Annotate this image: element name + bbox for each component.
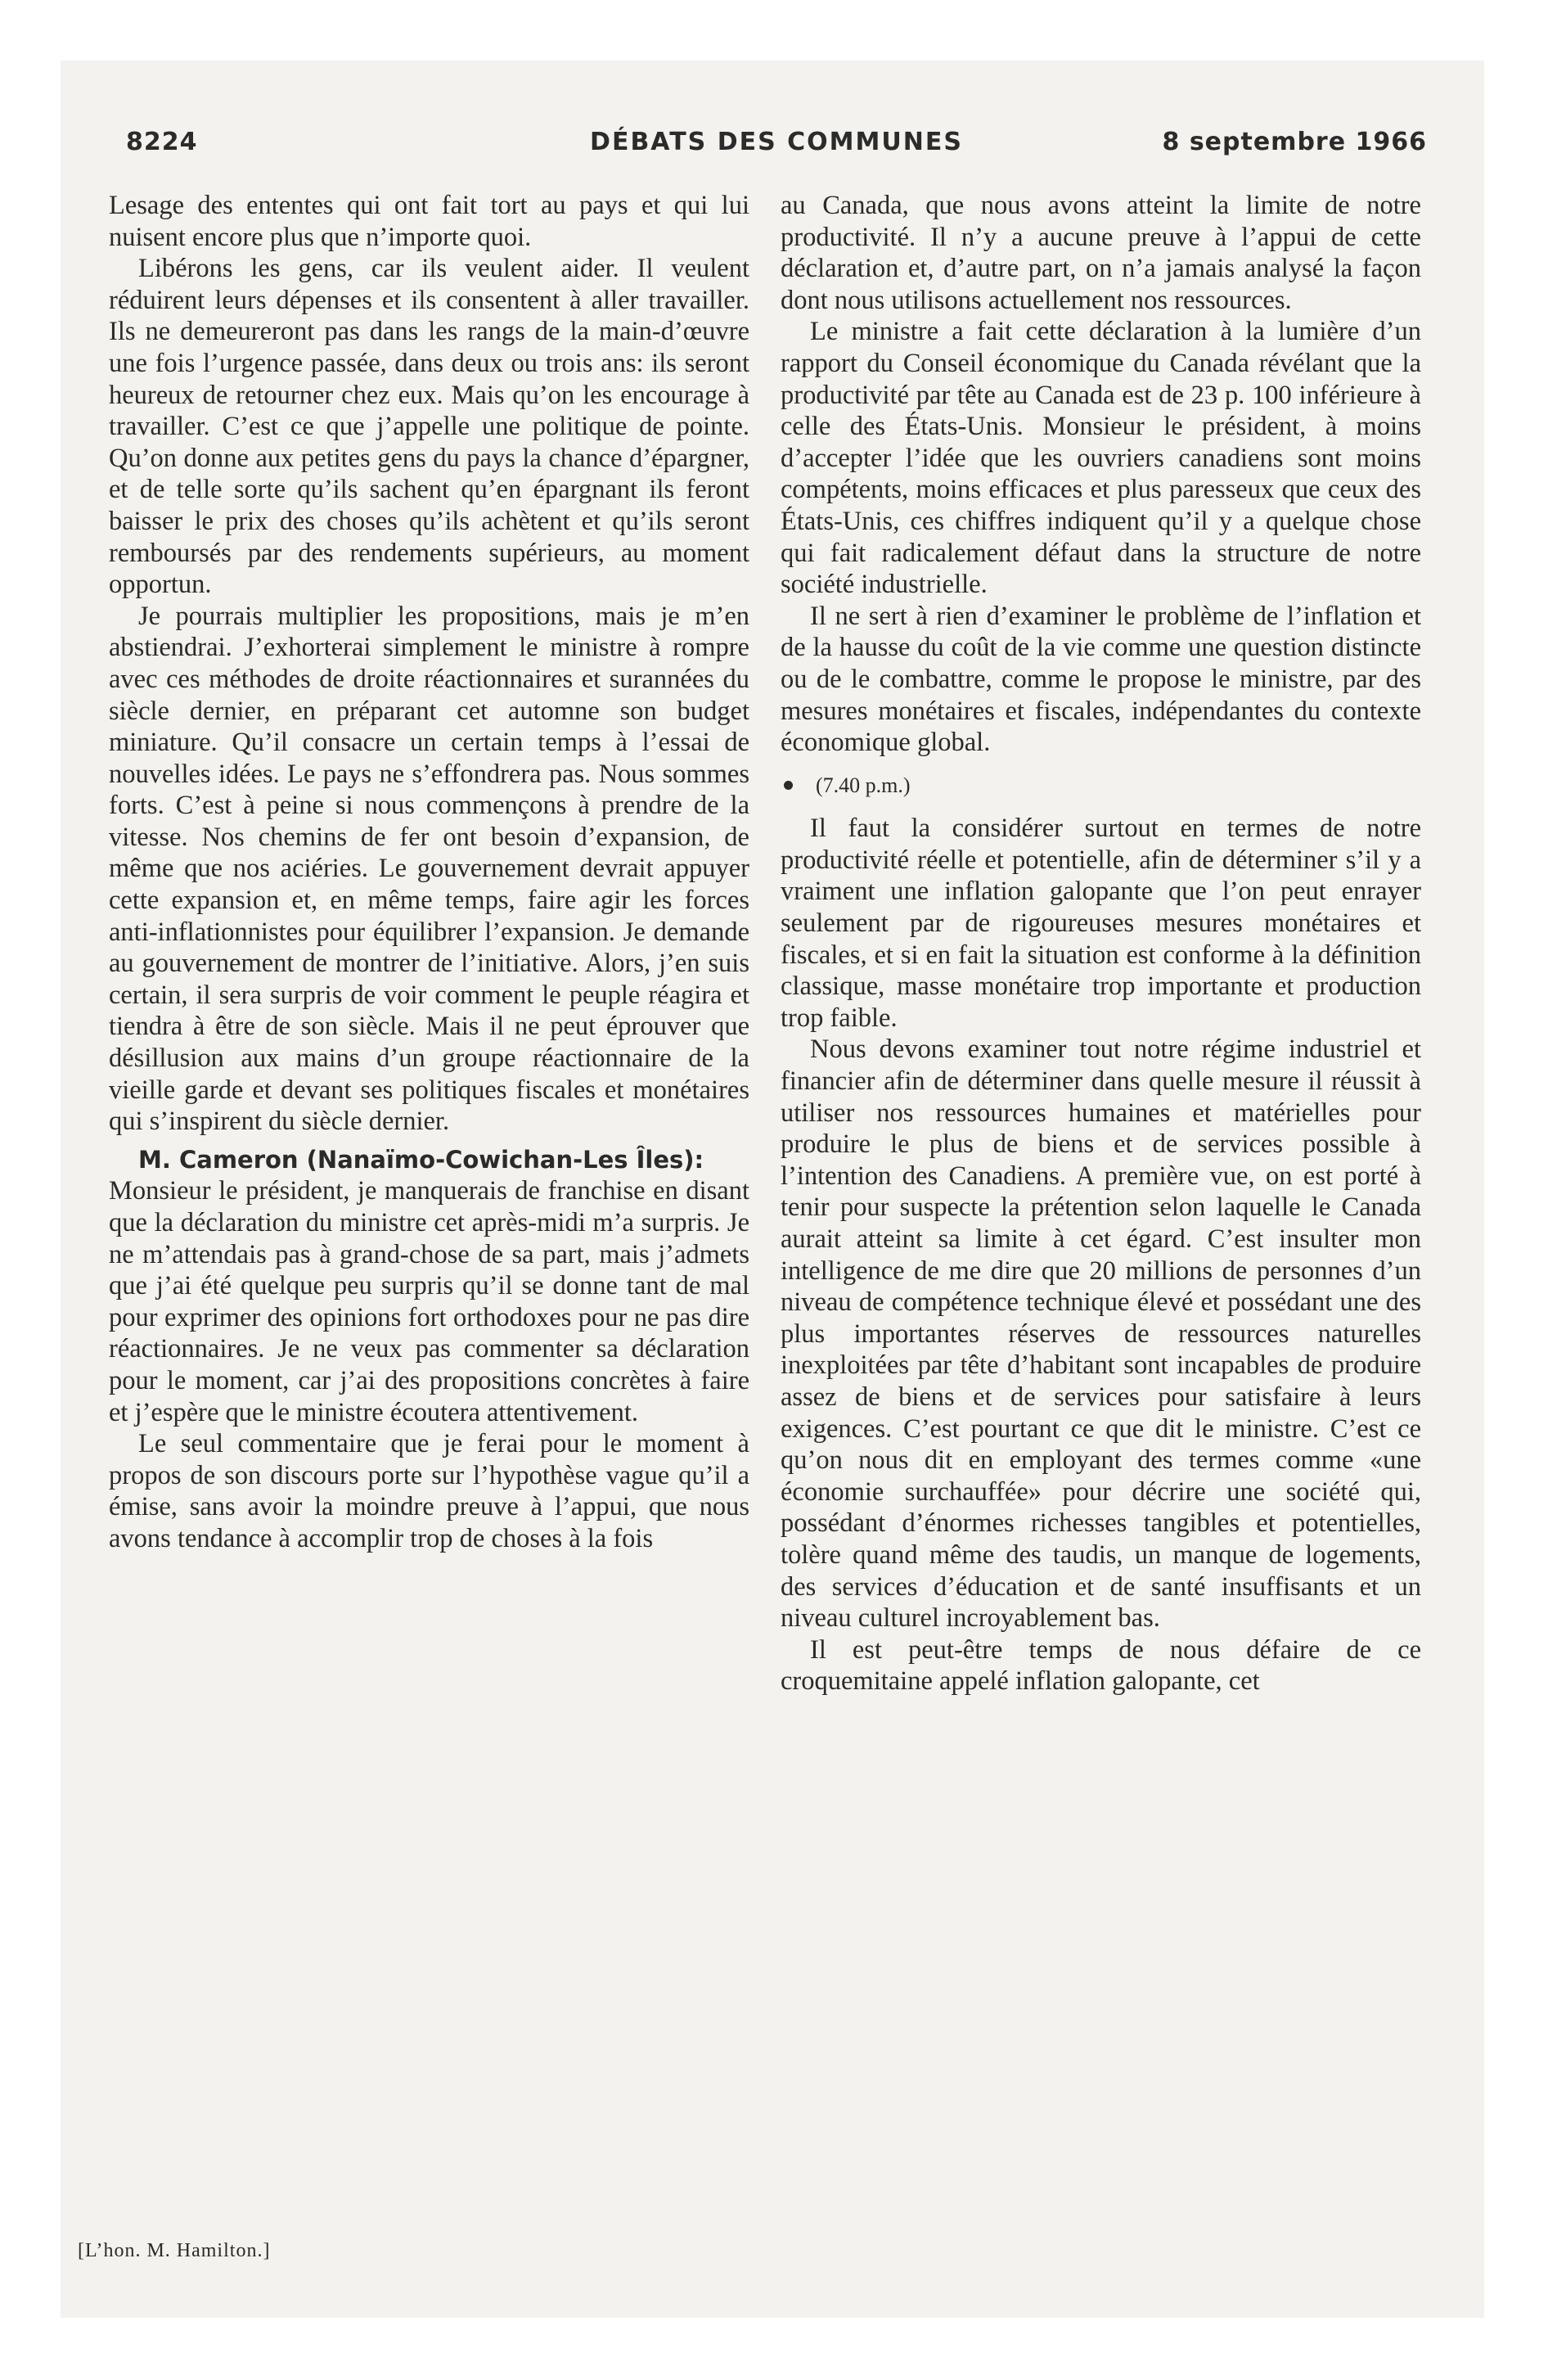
page-footer: [L’hon. M. Hamilton.] xyxy=(78,2240,271,2261)
paragraph: Nous devons examiner tout notre régime industriel et financier afin de déterminer dans quelle mesure il réussit à utiliser nos ressources humaines et matérielles pour produire le plus de biens et de services possible à l’intention des Canadiens. A première vue, on est porté à tenir pour suspecte la prétention selon laquelle le Canada aurait atteint sa limite à cet égard. C’est insulter mon intelligence de me dire que 20 millions de personnes d’un niveau de compétence technique élevé et possédant une des plus importantes réserves de ressources naturelles inexploitées par tête d’habitant sont incapables de produire assez de biens et de services pour satisfaire à leurs exigences. C’est pourtant ce que dit le ministre. C’est ce qu’on nous dit en employant des termes comme «une économie surchauffée» pour décrire une société qui, possédant d’énormes richesses tangibles et potentielles, tolère quand même des taudis, un manque de logements, des services d’éducation et de santé insuffisants et un niveau culturel incroyablement bas. xyxy=(781,1034,1421,1634)
page-sheet xyxy=(61,61,1484,2318)
left-column xyxy=(109,190,749,1555)
paragraph: Libérons les gens, car ils veulent aider. Il veulent réduirent leurs dépenses et ils consentent à aller travailler. Ils ne demeureront pas dans les rangs de la main-d’œuvre une fois l’urgence passée, dans deux ou trois ans: ils seront heureux de retourner chez eux. Mais qu’on les encourage à travailler. C’est ce que j’appelle une politique de pointe. Qu’on donne aux petites gens du pays la chance d’épargner, et de telle sorte qu’ils sachent qu’en épargnant ils feront baisser le prix des choses qu’ils achètent et qu’ils seront remboursés par des rendements supérieurs, au moment opportun. xyxy=(109,254,749,600)
speaker-name: M. Cameron (Nanaïmo-Cowichan-Les Îles): xyxy=(138,1145,704,1174)
paragraph: au Canada, que nous avons atteint la limite de notre productivité. Il n’y a aucune preuve à l’appui de cette déclaration et, d’autre part, on n’a jamais analysé la façon dont nous utilisons actuellement nos ressources. xyxy=(781,191,1421,315)
publication-title: DÉBATS DES COMMUNES xyxy=(590,128,963,156)
bullet-icon xyxy=(784,781,793,790)
page-header xyxy=(126,128,1427,169)
paragraph: Monsieur le président, je manquerais de franchise en disant que la déclaration du ministre cet après-midi m’a surpris. Je ne m’attendais pas à grand-chose de sa part, mais j’admets que j’ai été quelque peu surpris qu’il se donne tant de mal pour exprimer des opinions fort orthodoxes pour ne pas dire réactionnaires. Je ne veux pas commenter sa déclaration pour le moment, car j’ai des propositions concrètes à faire et j’espère que le ministre écoutera attentivement. xyxy=(109,1176,749,1427)
paragraph: Je pourrais multiplier les propositions, mais je m’en abstiendrai. J’exhorterai simplement le ministre à rompre avec ces méthodes de droite réactionnaires et surannées du siècle dernier, en préparant cet automne son budget miniature. Qu’il consacre un certain temps à l’essai de nouvelles idées. Le pays ne s’effondrera pas. Nous sommes forts. C’est à peine si nous commençons à prendre de la vitesse. Nos chemins de fer ont besoin d’expansion, de même que nos aciéries. Le gouvernement devrait appuyer cette expansion et, en même temps, faire agir les forces anti-inflationnistes pour équilibrer l’expansion. Je demande au gouvernement de montrer de l’initiative. Alors, j’en suis certain, il sera surpris de voir comment le peuple réagira et tiendra à être de son siècle. Mais il ne peut éprouver que désillusion aux mains d’un groupe réactionnaire de la vieille garde et devant ses politiques fiscales et monétaires qui s’inspirent du siècle dernier. xyxy=(109,601,749,1137)
paragraph: Lesage des ententes qui ont fait tort au pays et qui lui nuisent encore plus que n’importe quoi. xyxy=(109,191,749,252)
paragraph: Le seul commentaire que je ferai pour le moment à propos de son discours porte sur l’hypothèse vague qu’il a émise, sans avoir la moindre preuve à l’appui, que nous avons tendance à accomplir trop de choses à la fois xyxy=(109,1429,749,1553)
right-column xyxy=(781,190,1421,1697)
paragraph: Le ministre a fait cette déclaration à la lumière d’un rapport du Conseil économique du Canada révélant que la productivité par tête au Canada est de 23 p. 100 inférieure à celle des États-Unis. Monsieur le président, à moins d’accepter l’idée que les ouvriers canadiens sont moins compétents, moins efficaces et plus paresseux que ceux des États-Unis, ces chiffres indiquent qu’il y a quelque chose qui fait radicalement défaut dans la structure de notre société industrielle. xyxy=(781,317,1421,600)
speaker-paragraph xyxy=(109,1144,749,1176)
publication-date: 8 septembre 1966 xyxy=(1162,128,1427,156)
timestamp-line xyxy=(781,770,1421,802)
paragraph: Il faut la considérer surtout en termes de notre productivité réelle et potentielle, afin de déterminer s’il y a vraiment une inflation galopante que l’on peut enrayer seulement par de rigoureuses mesures monétaires et fiscales, et si en fait la situation est conforme à la définition classique, masse monétaire trop importante et production trop faible. xyxy=(781,814,1421,1033)
paragraph: Il ne sert à rien d’examiner le problème de l’inflation et de la hausse du coût de la vie comme une question distincte ou de le combattre, comme le propose le ministre, par des mesures monétaires et fiscales, indépendantes du contexte économique global. xyxy=(781,601,1421,758)
timestamp: (7.40 p.m.) xyxy=(816,773,911,797)
paragraph: Il est peut-être temps de nous défaire de ce croquemitaine appelé inflation galopante, cet xyxy=(781,1634,1421,1697)
page-number: 8224 xyxy=(126,128,198,156)
